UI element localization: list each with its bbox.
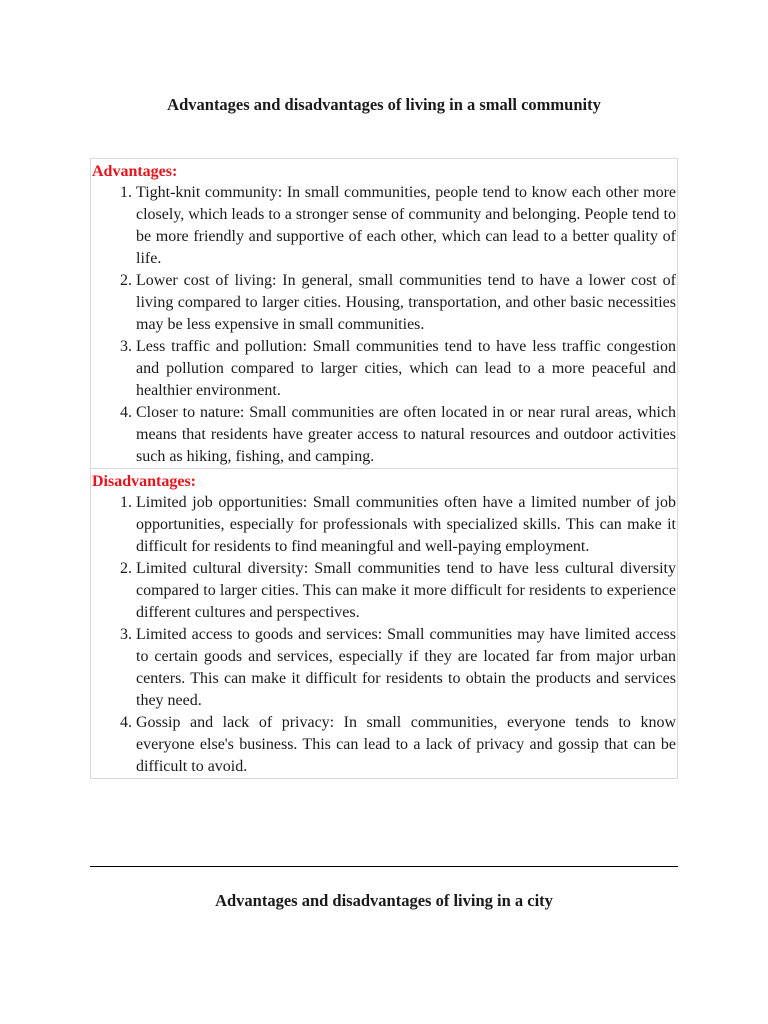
- advantages-label: Advantages:: [92, 163, 178, 180]
- pros-cons-table: [90, 158, 678, 779]
- list-item: 4. Closer to nature: Small communities are often located in or near rural areas, which means that residents have greater access to natural resources and outdoor activities such as hiking, fishing, and camping.: [136, 402, 677, 468]
- disadvantages-list: [91, 492, 677, 778]
- list-item: 2. Limited cultural diversity: Small communities tend to have less cultural diversity compared to larger cities. This can make it more difficult for residents to experience different cultures and perspectives.: [136, 558, 677, 624]
- list-item: 4. Gossip and lack of privacy: In small communities, everyone tends to know everyone else's business. This can lead to a lack of privacy and gossip that can be difficult to avoid.: [136, 712, 677, 778]
- disadvantages-label: Disadvantages:: [92, 473, 197, 490]
- advantages-section: [91, 159, 677, 468]
- horizontal-divider: [90, 866, 678, 867]
- list-item: 2. Lower cost of living: In general, small communities tend to have a lower cost of living compared to larger cities. Housing, transportation, and other basic necessities may be less expensive in small communities.: [136, 270, 677, 336]
- page-title-city: Advantages and disadvantages of living in a city: [215, 891, 553, 910]
- list-item: 1. Limited job opportunities: Small communities often have a limited number of job opportunities, especially for professionals with specialized skills. This can make it difficult for residents to find meaningful and well-paying employment.: [136, 492, 677, 558]
- page-title-small-community: Advantages and disadvantages of living in a small community: [167, 95, 601, 114]
- advantages-list: [91, 182, 677, 468]
- list-item: 3. Limited access to goods and services: Small communities may have limited access to certain goods and services, especially if they are located far from major urban centers. This can make it difficult for residents to obtain the products and services they need.: [136, 624, 677, 712]
- disadvantages-section: [91, 468, 677, 778]
- list-item: 1. Tight-knit community: In small communities, people tend to know each other more closely, which leads to a stronger sense of community and belonging. People tend to be more friendly and supportive of each other, which can lead to a better quality of life.: [136, 182, 677, 270]
- list-item: 3. Less traffic and pollution: Small communities tend to have less traffic congestion and pollution compared to larger cities, which can lead to a more peaceful and healthier environment.: [136, 336, 677, 402]
